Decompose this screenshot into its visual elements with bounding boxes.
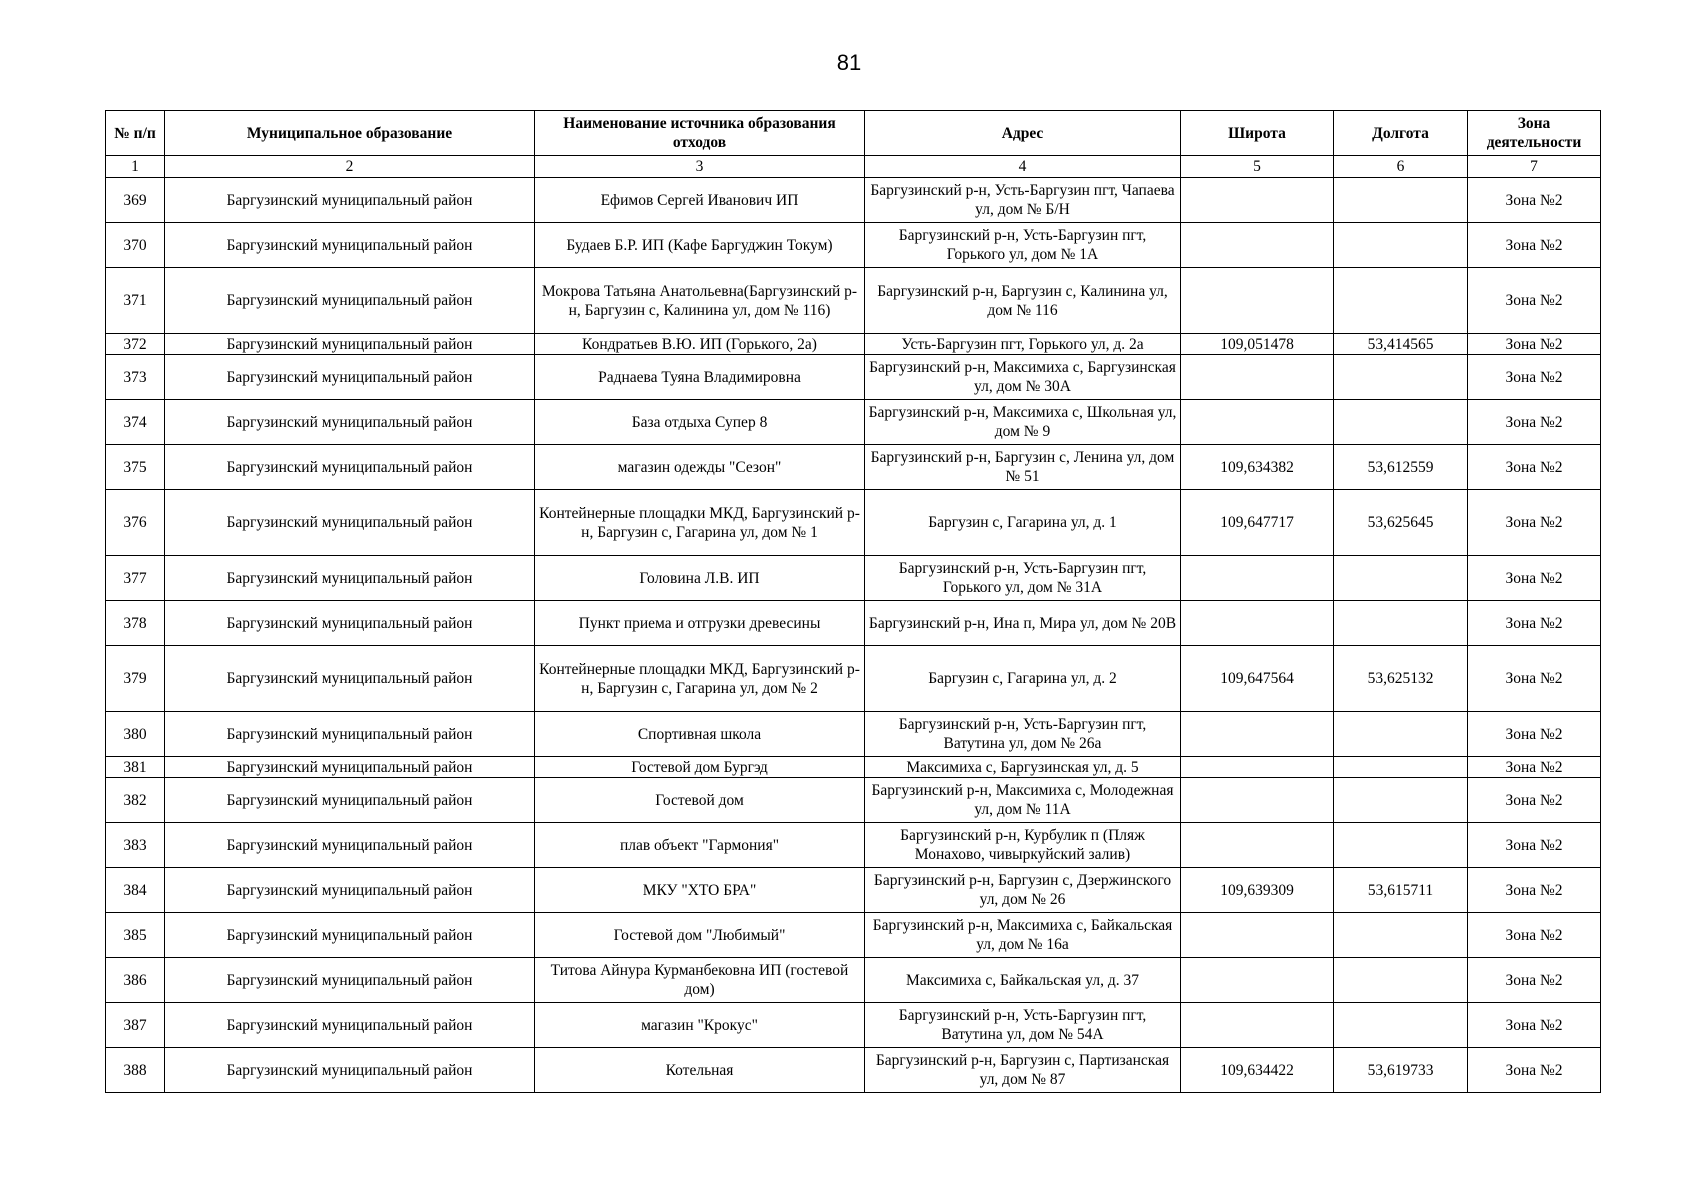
cell-address: Баргузинский р-н, Курбулик п (Пляж Монахово, чивыркуйский залив) <box>865 823 1181 868</box>
cell-source: плав объект "Гармония" <box>535 823 865 868</box>
cell-zone: Зона №2 <box>1468 913 1601 958</box>
cell-row-number: 380 <box>106 712 165 757</box>
cell-address: Баргузинский р-н, Баргузин с, Дзержинского ул, дом № 26 <box>865 868 1181 913</box>
header-row-number: № п/п <box>106 111 165 156</box>
cell-longitude: 53,414565 <box>1334 334 1468 355</box>
waste-sources-table <box>105 110 1601 1093</box>
cell-address: Баргузин с, Гагарина ул, д. 1 <box>865 490 1181 556</box>
header-latitude: Широта <box>1181 111 1334 156</box>
cell-zone: Зона №2 <box>1468 757 1601 778</box>
table-row <box>106 223 1601 268</box>
table-row <box>106 757 1601 778</box>
cell-longitude: 53,625132 <box>1334 646 1468 712</box>
cell-address: Усть-Баргузин пгт, Горького ул, д. 2а <box>865 334 1181 355</box>
cell-municipality: Баргузинский муниципальный район <box>165 757 535 778</box>
cell-source: Гостевой дом <box>535 778 865 823</box>
cell-municipality: Баргузинский муниципальный район <box>165 646 535 712</box>
cell-address: Баргузинский р-н, Баргузин с, Ленина ул, дом № 51 <box>865 445 1181 490</box>
cell-zone: Зона №2 <box>1468 1003 1601 1048</box>
table-row <box>106 958 1601 1003</box>
cell-longitude <box>1334 712 1468 757</box>
table-header-row <box>106 111 1601 156</box>
cell-zone: Зона №2 <box>1468 1048 1601 1093</box>
cell-row-number: 388 <box>106 1048 165 1093</box>
cell-row-number: 378 <box>106 601 165 646</box>
table-row <box>106 1003 1601 1048</box>
table-row <box>106 913 1601 958</box>
cell-address: Баргузинский р-н, Максимиха с, Баргузинская ул, дом № 30А <box>865 355 1181 400</box>
table-row <box>106 400 1601 445</box>
cell-source: Гостевой дом "Любимый" <box>535 913 865 958</box>
cell-source: МКУ "ХТО БРА" <box>535 868 865 913</box>
cell-address: Баргузинский р-н, Усть-Баргузин пгт, Ватутина ул, дом № 54А <box>865 1003 1181 1048</box>
cell-zone: Зона №2 <box>1468 490 1601 556</box>
cell-municipality: Баргузинский муниципальный район <box>165 913 535 958</box>
cell-address: Баргузинский р-н, Максимиха с, Молодежная ул, дом № 11А <box>865 778 1181 823</box>
cell-zone: Зона №2 <box>1468 958 1601 1003</box>
cell-zone: Зона №2 <box>1468 178 1601 223</box>
cell-latitude <box>1181 223 1334 268</box>
cell-latitude <box>1181 958 1334 1003</box>
cell-row-number: 375 <box>106 445 165 490</box>
table-row <box>106 823 1601 868</box>
cell-latitude <box>1181 601 1334 646</box>
cell-address: Баргузинский р-н, Ина п, Мира ул, дом № 20В <box>865 601 1181 646</box>
cell-longitude: 53,619733 <box>1334 1048 1468 1093</box>
cell-latitude <box>1181 178 1334 223</box>
cell-longitude <box>1334 958 1468 1003</box>
cell-address: Баргузинский р-н, Усть-Баргузин пгт, Чапаева ул, дом № Б/Н <box>865 178 1181 223</box>
cell-longitude <box>1334 178 1468 223</box>
table-row <box>106 646 1601 712</box>
header-zone: Зона деятельности <box>1468 111 1601 156</box>
cell-municipality: Баргузинский муниципальный район <box>165 490 535 556</box>
cell-row-number: 374 <box>106 400 165 445</box>
cell-latitude <box>1181 823 1334 868</box>
cell-longitude <box>1334 601 1468 646</box>
column-number: 4 <box>865 156 1181 178</box>
cell-address: Баргузинский р-н, Усть-Баргузин пгт, Горького ул, дом № 1А <box>865 223 1181 268</box>
cell-longitude: 53,615711 <box>1334 868 1468 913</box>
cell-row-number: 371 <box>106 268 165 334</box>
cell-address: Баргузинский р-н, Усть-Баргузин пгт, Ватутина ул, дом № 26а <box>865 712 1181 757</box>
cell-zone: Зона №2 <box>1468 601 1601 646</box>
cell-municipality: Баргузинский муниципальный район <box>165 1003 535 1048</box>
cell-latitude <box>1181 1003 1334 1048</box>
cell-row-number: 384 <box>106 868 165 913</box>
header-municipality: Муниципальное образование <box>165 111 535 156</box>
cell-municipality: Баргузинский муниципальный район <box>165 1048 535 1093</box>
table-row <box>106 445 1601 490</box>
cell-zone: Зона №2 <box>1468 400 1601 445</box>
header-source: Наименование источника образования отходов <box>535 111 865 156</box>
cell-zone: Зона №2 <box>1468 823 1601 868</box>
cell-source: Головина Л.В. ИП <box>535 556 865 601</box>
cell-latitude: 109,639309 <box>1181 868 1334 913</box>
column-number: 2 <box>165 156 535 178</box>
cell-longitude <box>1334 778 1468 823</box>
cell-latitude <box>1181 268 1334 334</box>
table-row <box>106 490 1601 556</box>
cell-source: Раднаева Туяна Владимировна <box>535 355 865 400</box>
cell-longitude <box>1334 355 1468 400</box>
cell-source: Гостевой дом Бургэд <box>535 757 865 778</box>
cell-source: Ефимов Сергей Иванович ИП <box>535 178 865 223</box>
cell-source: Будаев Б.Р. ИП (Кафе Баргуджин Токум) <box>535 223 865 268</box>
cell-longitude <box>1334 913 1468 958</box>
cell-address: Баргузинский р-н, Усть-Баргузин пгт, Горького ул, дом № 31А <box>865 556 1181 601</box>
cell-municipality: Баргузинский муниципальный район <box>165 334 535 355</box>
cell-source: База отдыха Супер 8 <box>535 400 865 445</box>
cell-zone: Зона №2 <box>1468 334 1601 355</box>
cell-longitude <box>1334 400 1468 445</box>
cell-zone: Зона №2 <box>1468 223 1601 268</box>
table-row <box>106 778 1601 823</box>
cell-zone: Зона №2 <box>1468 556 1601 601</box>
table-row <box>106 268 1601 334</box>
cell-source: Титова Айнура Курманбековна ИП (гостевой дом) <box>535 958 865 1003</box>
column-number: 3 <box>535 156 865 178</box>
cell-latitude: 109,634422 <box>1181 1048 1334 1093</box>
cell-address: Баргузин с, Гагарина ул, д. 2 <box>865 646 1181 712</box>
cell-longitude <box>1334 223 1468 268</box>
cell-zone: Зона №2 <box>1468 445 1601 490</box>
cell-source: магазин "Крокус" <box>535 1003 865 1048</box>
table-row <box>106 868 1601 913</box>
cell-row-number: 370 <box>106 223 165 268</box>
cell-municipality: Баргузинский муниципальный район <box>165 868 535 913</box>
cell-municipality: Баргузинский муниципальный район <box>165 400 535 445</box>
cell-municipality: Баргузинский муниципальный район <box>165 178 535 223</box>
table-row <box>106 1048 1601 1093</box>
cell-source: Мокрова Татьяна Анатольевна(Баргузинский р-н, Баргузин с, Калинина ул, дом № 116) <box>535 268 865 334</box>
cell-municipality: Баргузинский муниципальный район <box>165 268 535 334</box>
cell-source: магазин одежды "Сезон" <box>535 445 865 490</box>
cell-address: Баргузинский р-н, Максимиха с, Школьная ул, дом № 9 <box>865 400 1181 445</box>
table-body <box>106 178 1601 1093</box>
page-number: 81 <box>836 50 862 75</box>
cell-latitude: 109,051478 <box>1181 334 1334 355</box>
cell-source: Котельная <box>535 1048 865 1093</box>
cell-source: Контейнерные площадки МКД, Баргузинский р-н, Баргузин с, Гагарина ул, дом № 2 <box>535 646 865 712</box>
cell-municipality: Баргузинский муниципальный район <box>165 355 535 400</box>
table-row <box>106 355 1601 400</box>
cell-latitude <box>1181 757 1334 778</box>
cell-municipality: Баргузинский муниципальный район <box>165 778 535 823</box>
cell-longitude: 53,612559 <box>1334 445 1468 490</box>
cell-municipality: Баргузинский муниципальный район <box>165 712 535 757</box>
cell-latitude: 109,647564 <box>1181 646 1334 712</box>
cell-row-number: 379 <box>106 646 165 712</box>
cell-row-number: 369 <box>106 178 165 223</box>
column-number-row <box>106 156 1601 178</box>
column-number: 1 <box>106 156 165 178</box>
table-row <box>106 556 1601 601</box>
cell-source: Контейнерные площадки МКД, Баргузинский р-н, Баргузин с, Гагарина ул, дом № 1 <box>535 490 865 556</box>
cell-municipality: Баргузинский муниципальный район <box>165 223 535 268</box>
cell-latitude: 109,647717 <box>1181 490 1334 556</box>
cell-zone: Зона №2 <box>1468 646 1601 712</box>
cell-source: Кондратьев В.Ю. ИП (Горького, 2а) <box>535 334 865 355</box>
header-longitude: Долгота <box>1334 111 1468 156</box>
cell-municipality: Баргузинский муниципальный район <box>165 601 535 646</box>
cell-latitude <box>1181 778 1334 823</box>
cell-municipality: Баргузинский муниципальный район <box>165 823 535 868</box>
cell-longitude <box>1334 556 1468 601</box>
column-number: 5 <box>1181 156 1334 178</box>
cell-longitude <box>1334 823 1468 868</box>
cell-zone: Зона №2 <box>1468 355 1601 400</box>
cell-row-number: 372 <box>106 334 165 355</box>
table-row <box>106 178 1601 223</box>
cell-zone: Зона №2 <box>1468 868 1601 913</box>
cell-row-number: 373 <box>106 355 165 400</box>
cell-row-number: 385 <box>106 913 165 958</box>
cell-row-number: 377 <box>106 556 165 601</box>
cell-row-number: 382 <box>106 778 165 823</box>
cell-longitude: 53,625645 <box>1334 490 1468 556</box>
cell-address: Максимиха с, Баргузинская ул, д. 5 <box>865 757 1181 778</box>
cell-latitude <box>1181 355 1334 400</box>
table-row <box>106 334 1601 355</box>
cell-latitude <box>1181 913 1334 958</box>
cell-row-number: 376 <box>106 490 165 556</box>
cell-latitude <box>1181 556 1334 601</box>
cell-municipality: Баргузинский муниципальный район <box>165 445 535 490</box>
cell-row-number: 383 <box>106 823 165 868</box>
cell-row-number: 381 <box>106 757 165 778</box>
cell-longitude <box>1334 1003 1468 1048</box>
cell-source: Пункт приема и отгрузки древесины <box>535 601 865 646</box>
cell-municipality: Баргузинский муниципальный район <box>165 958 535 1003</box>
cell-zone: Зона №2 <box>1468 268 1601 334</box>
cell-address: Баргузинский р-н, Максимиха с, Байкальская ул, дом № 16а <box>865 913 1181 958</box>
cell-longitude <box>1334 757 1468 778</box>
cell-latitude: 109,634382 <box>1181 445 1334 490</box>
cell-municipality: Баргузинский муниципальный район <box>165 556 535 601</box>
cell-address: Баргузинский р-н, Баргузин с, Партизанская ул, дом № 87 <box>865 1048 1181 1093</box>
cell-zone: Зона №2 <box>1468 778 1601 823</box>
cell-latitude <box>1181 400 1334 445</box>
cell-row-number: 387 <box>106 1003 165 1048</box>
cell-latitude <box>1181 712 1334 757</box>
cell-address: Баргузинский р-н, Баргузин с, Калинина ул, дом № 116 <box>865 268 1181 334</box>
table-row <box>106 712 1601 757</box>
header-address: Адрес <box>865 111 1181 156</box>
cell-address: Максимиха с, Байкальская ул, д. 37 <box>865 958 1181 1003</box>
column-number: 7 <box>1468 156 1601 178</box>
cell-zone: Зона №2 <box>1468 712 1601 757</box>
table-row <box>106 601 1601 646</box>
cell-source: Спортивная школа <box>535 712 865 757</box>
column-number: 6 <box>1334 156 1468 178</box>
cell-longitude <box>1334 268 1468 334</box>
cell-row-number: 386 <box>106 958 165 1003</box>
